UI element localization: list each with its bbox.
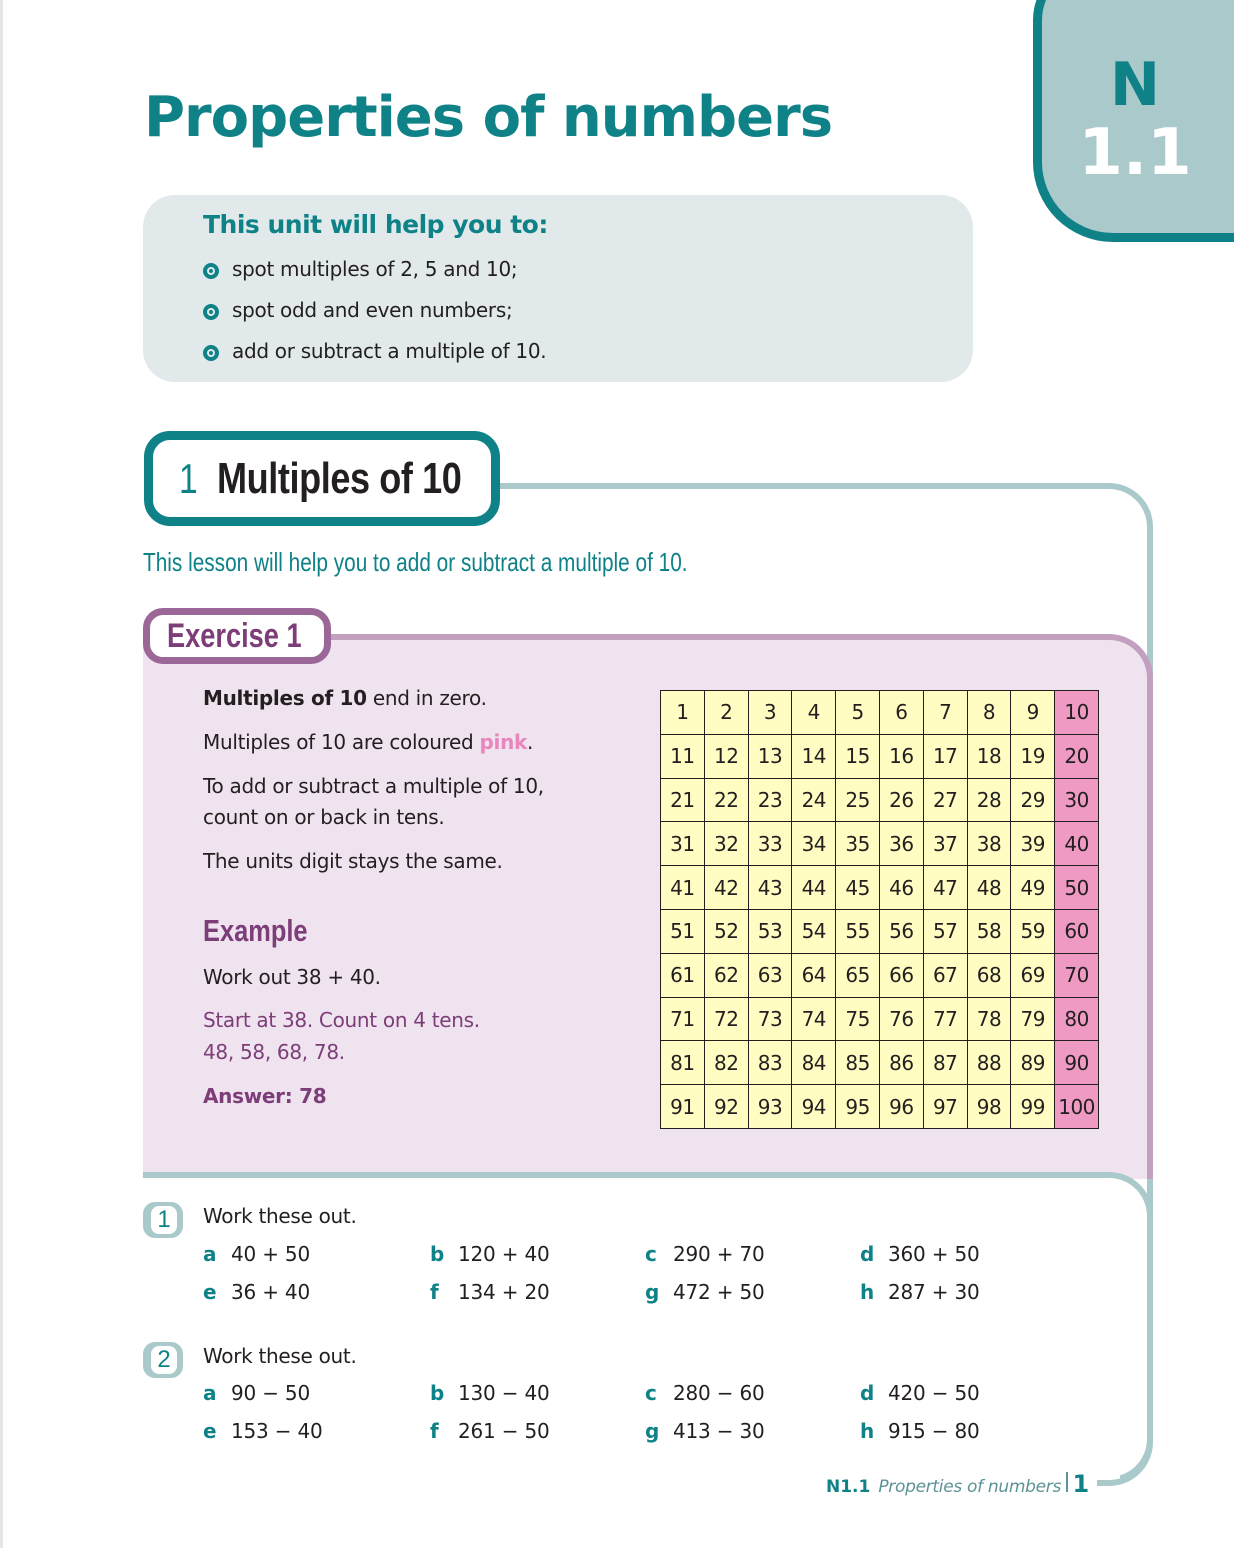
number-cell: 24 [792, 778, 836, 822]
page-number: 1 [1072, 1470, 1090, 1498]
part-expr: 90 − 50 [231, 1381, 310, 1405]
part-letter: g [645, 1280, 660, 1304]
number-cell: 85 [836, 1041, 880, 1085]
question-part [430, 1280, 550, 1304]
hundred-square-row [661, 691, 1099, 735]
part-letter: g [645, 1419, 660, 1443]
number-cell: 17 [923, 734, 967, 778]
number-cell: 49 [1011, 866, 1055, 910]
lesson-title-box [144, 431, 500, 526]
number-cell: 28 [967, 778, 1011, 822]
part-expr: 134 + 20 [458, 1280, 550, 1304]
hundred-square [660, 690, 1099, 1129]
number-cell: 99 [1011, 1085, 1055, 1129]
number-cell: 21 [661, 778, 705, 822]
number-cell: 56 [879, 909, 923, 953]
number-cell: 79 [1011, 997, 1055, 1041]
hundred-square-row [661, 866, 1099, 910]
question-part [645, 1419, 765, 1443]
number-cell: 87 [923, 1041, 967, 1085]
part-letter: h [860, 1280, 875, 1304]
multiple-of-10-cell: 80 [1055, 997, 1099, 1041]
number-cell: 71 [661, 997, 705, 1041]
question-number-badge [143, 1202, 183, 1238]
number-cell: 84 [792, 1041, 836, 1085]
part-expr: 40 + 50 [231, 1242, 310, 1266]
bullet-icon [203, 345, 219, 361]
note-post: . [527, 730, 534, 754]
number-cell: 3 [748, 691, 792, 735]
number-cell: 62 [704, 953, 748, 997]
unit-tab-number: 1.1 [1078, 116, 1192, 190]
number-cell: 4 [792, 691, 836, 735]
part-expr: 153 − 40 [231, 1419, 323, 1443]
number-cell: 75 [836, 997, 880, 1041]
number-cell: 69 [1011, 953, 1055, 997]
question-part [203, 1419, 323, 1443]
number-cell: 1 [661, 691, 705, 735]
page-footer [826, 1470, 1089, 1498]
question-part [860, 1242, 980, 1266]
part-expr: 290 + 70 [673, 1242, 765, 1266]
example-step-1: Start at 38. Count on 4 tens. [203, 1008, 480, 1032]
objective-text: add or subtract a multiple of 10. [232, 339, 547, 363]
part-letter: c [645, 1381, 657, 1405]
number-cell: 32 [704, 822, 748, 866]
number-cell: 7 [923, 691, 967, 735]
bullet-icon [203, 304, 219, 320]
number-cell: 42 [704, 866, 748, 910]
number-cell: 29 [1011, 778, 1055, 822]
number-cell: 66 [879, 953, 923, 997]
question-part [645, 1381, 765, 1405]
question-part [430, 1242, 550, 1266]
multiple-of-10-cell: 100 [1055, 1085, 1099, 1129]
note-bold: Multiples of 10 [203, 686, 367, 710]
number-cell: 94 [792, 1085, 836, 1129]
part-expr: 261 − 50 [458, 1419, 550, 1443]
part-expr: 413 − 30 [673, 1419, 765, 1443]
number-cell: 93 [748, 1085, 792, 1129]
question-part [430, 1381, 550, 1405]
part-expr: 36 + 40 [231, 1280, 310, 1304]
number-cell: 31 [661, 822, 705, 866]
part-letter: f [430, 1280, 439, 1304]
hundred-square-row [661, 1085, 1099, 1129]
number-cell: 77 [923, 997, 967, 1041]
number-cell: 9 [1011, 691, 1055, 735]
number-cell: 15 [836, 734, 880, 778]
part-letter: a [203, 1242, 217, 1266]
number-cell: 41 [661, 866, 705, 910]
question-part [203, 1242, 310, 1266]
number-cell: 33 [748, 822, 792, 866]
hundred-square-row [661, 909, 1099, 953]
example-answer: Answer: 78 [203, 1084, 327, 1108]
number-cell: 13 [748, 734, 792, 778]
note-rest: end in zero. [366, 686, 487, 710]
question-part [645, 1242, 765, 1266]
lesson-intro: This lesson will help you to add or subtract a multiple of 10. [143, 547, 688, 577]
footer-title: Properties of numbers [878, 1477, 1062, 1497]
number-cell: 83 [748, 1041, 792, 1085]
example-question: Work out 38 + 40. [203, 965, 381, 989]
number-cell: 6 [879, 691, 923, 735]
number-cell: 73 [748, 997, 792, 1041]
page-title: Properties of numbers [144, 85, 833, 150]
note-coloured-pink [203, 727, 533, 757]
number-cell: 53 [748, 909, 792, 953]
part-letter: f [430, 1419, 439, 1443]
number-cell: 81 [661, 1041, 705, 1085]
number-cell: 14 [792, 734, 836, 778]
multiple-of-10-cell: 60 [1055, 909, 1099, 953]
number-cell: 72 [704, 997, 748, 1041]
part-letter: e [203, 1419, 217, 1443]
question-part [645, 1280, 765, 1304]
multiple-of-10-cell: 70 [1055, 953, 1099, 997]
number-cell: 25 [836, 778, 880, 822]
number-cell: 18 [967, 734, 1011, 778]
lesson-number: 1 [179, 454, 198, 502]
footer-divider [1066, 1472, 1068, 1492]
part-expr: 915 − 80 [888, 1419, 980, 1443]
number-cell: 16 [879, 734, 923, 778]
multiple-of-10-cell: 30 [1055, 778, 1099, 822]
questions-frame-curve [1097, 1410, 1153, 1486]
number-cell: 5 [836, 691, 880, 735]
hundred-square-row [661, 953, 1099, 997]
question-prompt: Work these out. [203, 1344, 357, 1368]
question-part [860, 1381, 980, 1405]
page-edge [0, 0, 3, 1548]
number-cell: 96 [879, 1085, 923, 1129]
number-cell: 54 [792, 909, 836, 953]
number-cell: 27 [923, 778, 967, 822]
number-cell: 74 [792, 997, 836, 1041]
question-part [860, 1280, 980, 1304]
number-cell: 45 [836, 866, 880, 910]
part-letter: c [645, 1242, 657, 1266]
note-pre: Multiples of 10 are coloured [203, 730, 480, 754]
objective-item [203, 336, 546, 366]
number-cell: 35 [836, 822, 880, 866]
exercise-label: Exercise 1 [167, 616, 302, 655]
number-cell: 23 [748, 778, 792, 822]
number-cell: 78 [967, 997, 1011, 1041]
bullet-icon [203, 263, 219, 279]
hundred-square-row [661, 822, 1099, 866]
multiple-of-10-cell: 40 [1055, 822, 1099, 866]
note-units-digit: The units digit stays the same. [203, 849, 503, 873]
number-cell: 89 [1011, 1041, 1055, 1085]
question-part [860, 1419, 980, 1443]
number-cell: 92 [704, 1085, 748, 1129]
number-cell: 44 [792, 866, 836, 910]
part-expr: 280 − 60 [673, 1381, 765, 1405]
hundred-square-row [661, 1041, 1099, 1085]
multiple-of-10-cell: 10 [1055, 691, 1099, 735]
objective-text: spot multiples of 2, 5 and 10; [232, 257, 518, 281]
part-expr: 120 + 40 [458, 1242, 550, 1266]
part-letter: e [203, 1280, 217, 1304]
number-cell: 67 [923, 953, 967, 997]
hundred-square-row [661, 997, 1099, 1041]
example-heading: Example [203, 913, 308, 948]
number-cell: 97 [923, 1085, 967, 1129]
number-cell: 43 [748, 866, 792, 910]
part-letter: d [860, 1381, 875, 1405]
number-cell: 88 [967, 1041, 1011, 1085]
number-cell: 76 [879, 997, 923, 1041]
number-cell: 2 [704, 691, 748, 735]
part-letter: d [860, 1242, 875, 1266]
hundred-square-row [661, 778, 1099, 822]
number-cell: 19 [1011, 734, 1055, 778]
footer-unit-code: N1.1 [826, 1477, 871, 1497]
number-cell: 47 [923, 866, 967, 910]
pink-word: pink [479, 730, 528, 754]
part-expr: 472 + 50 [673, 1280, 765, 1304]
number-cell: 48 [967, 866, 1011, 910]
part-letter: b [430, 1381, 445, 1405]
questions-frame-right [1147, 1210, 1153, 1440]
question-prompt: Work these out. [203, 1204, 357, 1228]
question-part [203, 1381, 310, 1405]
number-cell: 61 [661, 953, 705, 997]
exercise-label-box [143, 608, 331, 664]
number-cell: 36 [879, 822, 923, 866]
question-number-badge [143, 1342, 183, 1378]
question-number: 2 [151, 1346, 177, 1374]
number-cell: 59 [1011, 909, 1055, 953]
multiple-of-10-cell: 50 [1055, 866, 1099, 910]
number-cell: 39 [1011, 822, 1055, 866]
number-cell: 26 [879, 778, 923, 822]
example-step-2: 48, 58, 68, 78. [203, 1040, 345, 1064]
number-cell: 8 [967, 691, 1011, 735]
objective-item [203, 295, 512, 325]
unit-tab-letter: N [1109, 50, 1161, 120]
question-part [203, 1280, 310, 1304]
number-cell: 64 [792, 953, 836, 997]
number-cell: 82 [704, 1041, 748, 1085]
number-cell: 22 [704, 778, 748, 822]
lesson-title: Multiples of 10 [217, 453, 462, 503]
number-cell: 34 [792, 822, 836, 866]
number-cell: 51 [661, 909, 705, 953]
objective-item [203, 254, 517, 284]
number-cell: 46 [879, 866, 923, 910]
number-cell: 57 [923, 909, 967, 953]
question-part [430, 1419, 550, 1443]
part-expr: 420 − 50 [888, 1381, 980, 1405]
number-cell: 68 [967, 953, 1011, 997]
number-cell: 98 [967, 1085, 1011, 1129]
question-number: 1 [151, 1206, 177, 1234]
number-cell: 38 [967, 822, 1011, 866]
note-multiples-end-zero [203, 683, 487, 713]
number-cell: 95 [836, 1085, 880, 1129]
part-letter: h [860, 1419, 875, 1443]
hundred-square-row [661, 734, 1099, 778]
multiple-of-10-cell: 20 [1055, 734, 1099, 778]
note-add-subtract: To add or subtract a multiple of 10, [203, 774, 544, 798]
number-cell: 91 [661, 1085, 705, 1129]
number-cell: 58 [967, 909, 1011, 953]
number-cell: 52 [704, 909, 748, 953]
number-cell: 65 [836, 953, 880, 997]
number-cell: 63 [748, 953, 792, 997]
note-count-tens: count on or back in tens. [203, 805, 445, 829]
part-letter: a [203, 1381, 217, 1405]
number-cell: 86 [879, 1041, 923, 1085]
objectives-heading: This unit will help you to: [203, 210, 548, 239]
part-expr: 130 − 40 [458, 1381, 550, 1405]
number-cell: 55 [836, 909, 880, 953]
number-cell: 37 [923, 822, 967, 866]
part-letter: b [430, 1242, 445, 1266]
objective-text: spot odd and even numbers; [232, 298, 513, 322]
part-expr: 360 + 50 [888, 1242, 980, 1266]
part-expr: 287 + 30 [888, 1280, 980, 1304]
number-cell: 11 [661, 734, 705, 778]
multiple-of-10-cell: 90 [1055, 1041, 1099, 1085]
number-cell: 12 [704, 734, 748, 778]
